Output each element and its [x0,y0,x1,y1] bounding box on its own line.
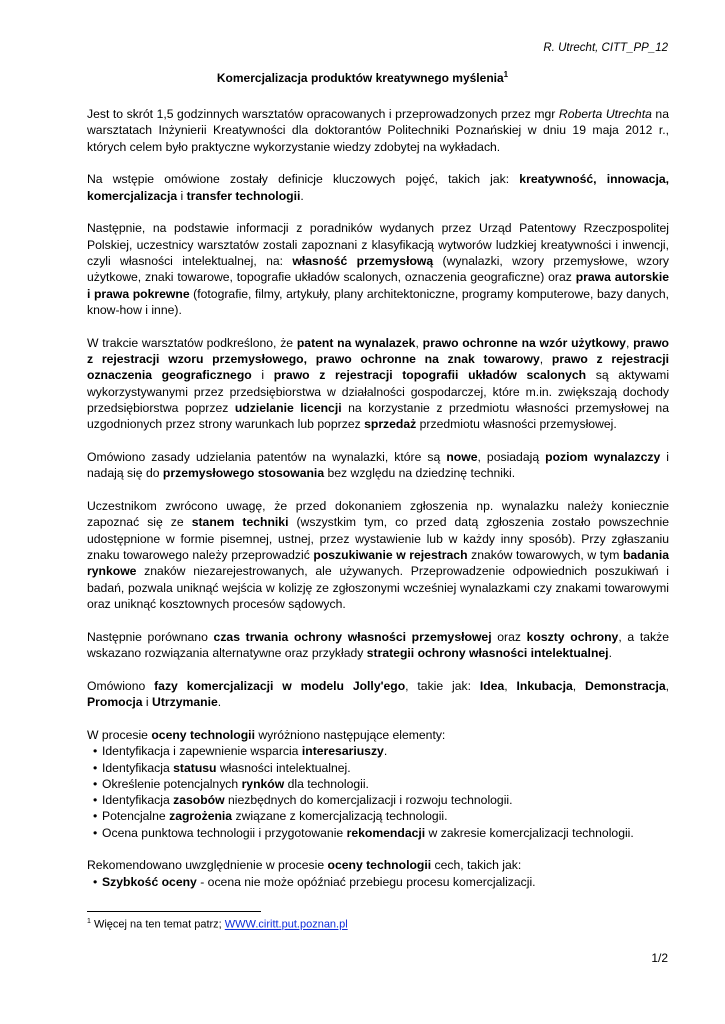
footnote-text: Więcej na ten temat patrz; [90,918,225,931]
paragraph-industrial-rights: W trakcie warsztatów podkreślono, że patent na wynalazek, prawo ochronne na wzór użytkowy, prawo z rejestracji wzoru przemysłowego, prawo ochronne na znak towarowy, prawo z rejestracji oznaczenia geograficznego i prawo z rejestracji topografii układów scalonych są aktywami wykorzystywanymi przez przedsiębiorstwa w działalności gospodarczej, które m.in. zwiększają dochody przedsiębiorstwa poprzez udzielanie licencji na korzystanie z przedmiotu własności przemysłowej na uzgodnionych przez strony warunkach lub poprzez sprzedaż przedmiotu własności przemysłowej. [87,335,670,432]
footnote-link[interactable]: WWW.ciritt.put.poznan.pl [224,918,348,931]
paragraph-jolly-model: Omówiono fazy komercjalizacji w modelu Jolly'ego, takie jak: Idea, Inkubacja, Demonstracja, Promocja i Utrzymanie. [87,678,670,710]
paragraph-intro: Jest to skrót 1,5 godzinnych warsztatów opracowanych i przeprowadzonych przez mgr Roberta Utrechta na warsztatach Inżynierii Kreatywności dla doktorantów Politechniki Poznańskiej w dniu 19 maja 2012 r., których celem było praktyczne wykorzystanie wiedzy zdobytej na wykładach. [87,107,669,154]
list-item: • Identyfikacja statusu własności intelektualnej. [90,760,669,776]
paragraph-prior-art: Uczestnikom zwrócono uwagę, że przed dokonaniem zgłoszenia np. wynalazku należy koniecznie zapoznać się ze stanem techniki (wszystkim tym, co przed datą zgłoszenia zostało powszechnie udostępnione w formie pisemnej, ustnej, przez wystawienie lub w każdy inny sposób). Przy zgłaszaniu znaku towarowego należy przeprowadzić poszukiwanie w rejestrach znaków towarowych, w tym badania rynkowe znaków niezarejestrowanych, ale używanych. Przeprowadzenie odpowiednich poszukiwań i badań, pozwala uniknąć wejścia w kolizję ze zgłoszonymi wcześniej wynalazkami czy znakami towarowymi oraz uniknąć kosztownych procesów sądowych. [87,499,669,611]
document-body [87,106,669,907]
list-item: • Identyfikacja zasobów niezbędnych do komercjalizacji i rozwoju technologii. [90,792,669,808]
footnote-mark: 1 [87,918,91,925]
list-item: • Potencjalne zagrożenia związane z komercjalizacją technologii. [90,808,669,824]
paragraph-protection-costs: Następnie porównano czas trwania ochrony własności przemysłowej oraz koszty ochrony, a także wskazano rozwiązania alternatywne oraz przykłady strategii ochrony własności intelektualnej. [87,629,669,661]
paragraph-classification: Następnie, na podstawie informacji z poradników wydanych przez Urząd Patentowy Rzeczpospolitej Polskiej, uczestnicy warsztatów zostali zapoznani z klasyfikacją wytworów ludzkiej kreatywności i inwencji, czyli własności intelektualnej, na: własność przemysłową (wynalazki, wzory przemysłowe, wzory użytkowe, znaki towarowe, topografie układów scalonych, oznaczenia geograficzne) oraz prawa autorskie i prawa pokrewne (fotografie, filmy, artykuły, plany architektoniczne, programy komputerowe, bazy danych, know-how i inne). [87,221,669,317]
paragraph-definitions: Na wstępie omówione zostały definicje kluczowych pojęć, takich jak: kreatywność, innowacja, komercjalizacja i transfer technologii. [87,172,670,203]
footnote-divider [87,911,261,912]
document-reference: R. Utrecht, CITT_PP_12 [543,42,668,54]
list-item: • Identyfikacja i zapewnienie wsparcia interesariuszy. [90,743,669,759]
list-item: • Określenie potencjalnych rynków dla technologii. [90,776,669,792]
document-title [0,70,725,85]
footnote [87,918,348,931]
author-name: Roberta Utrechta [558,107,652,121]
title-text: Komercjalizacja produktów kreatywnego myślenia [216,71,504,85]
title-footnote-mark: 1 [503,70,509,79]
list-item: • Szybkość oceny - ocena nie może opóźniać przebiegu procesu komercjalizacji. [90,874,669,890]
paragraph-recommendation-intro: Rekomendowano uwzględnienie w procesie oceny technologii cech, takich jak: [87,858,522,873]
recommendation-list [87,874,669,890]
assessment-elements-list [87,743,669,841]
page-number: 1/2 [651,951,668,965]
paragraph-patents: Omówiono zasady udzielania patentów na wynalazki, które są nowe, posiadają poziom wynalazczy i nadają się do przemysłowego stosowania bez względu na dziedzinę techniki. [87,450,669,481]
list-item: • Ocena punktowa technologii i przygotowanie rekomendacji w zakresie komercjalizacji technologii. [90,825,669,841]
paragraph-assessment-intro: W procesie oceny technologii wyróżniono następujące elementy: [87,727,446,742]
